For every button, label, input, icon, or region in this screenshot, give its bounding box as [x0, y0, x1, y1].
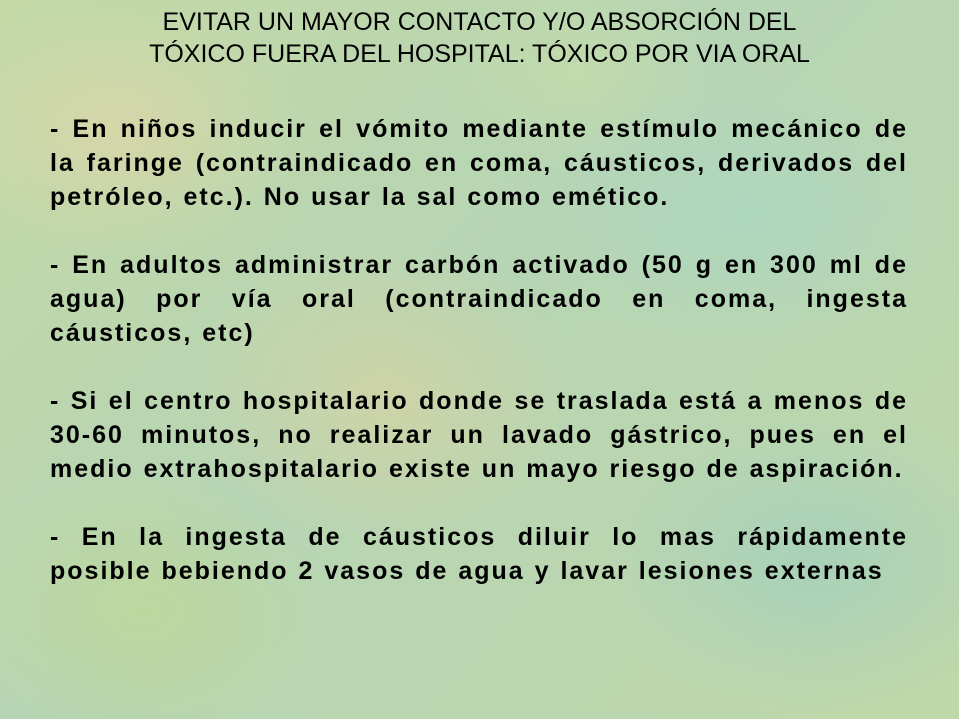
slide-title-line-2: TÓXICO FUERA DEL HOSPITAL: TÓXICO POR VIA ORAL: [149, 40, 810, 68]
paragraph-ninos-vomito: - En niños inducir el vómito mediante estímulo mecánico de la faringe (contraindicado en coma, cáusticos, derivados del petróleo, etc.). No usar la sal como emético.: [50, 115, 908, 211]
paragraph-lavado-gastrico: - Si el centro hospitalario donde se traslada está a menos de 30-60 minutos, no realizar un lavado gástrico, pues en el medio extrahospitalario existe un mayo riesgo de aspiración.: [50, 387, 908, 483]
slide-title-line-1: EVITAR UN MAYOR CONTACTO Y/O ABSORCIÓN DEL: [162, 8, 797, 36]
slide-title: [20, 6, 939, 70]
paragraph-causticos: - En la ingesta de cáusticos diluir lo mas rápidamente posible bebiendo 2 vasos de agua y lavar lesiones externas: [50, 523, 908, 585]
slide-body: [50, 112, 908, 622]
paragraph-adultos-carbon: - En adultos administrar carbón activado (50 g en 300 ml de agua) por vía oral (contraindicado en coma, ingesta cáusticos, etc): [50, 251, 908, 347]
